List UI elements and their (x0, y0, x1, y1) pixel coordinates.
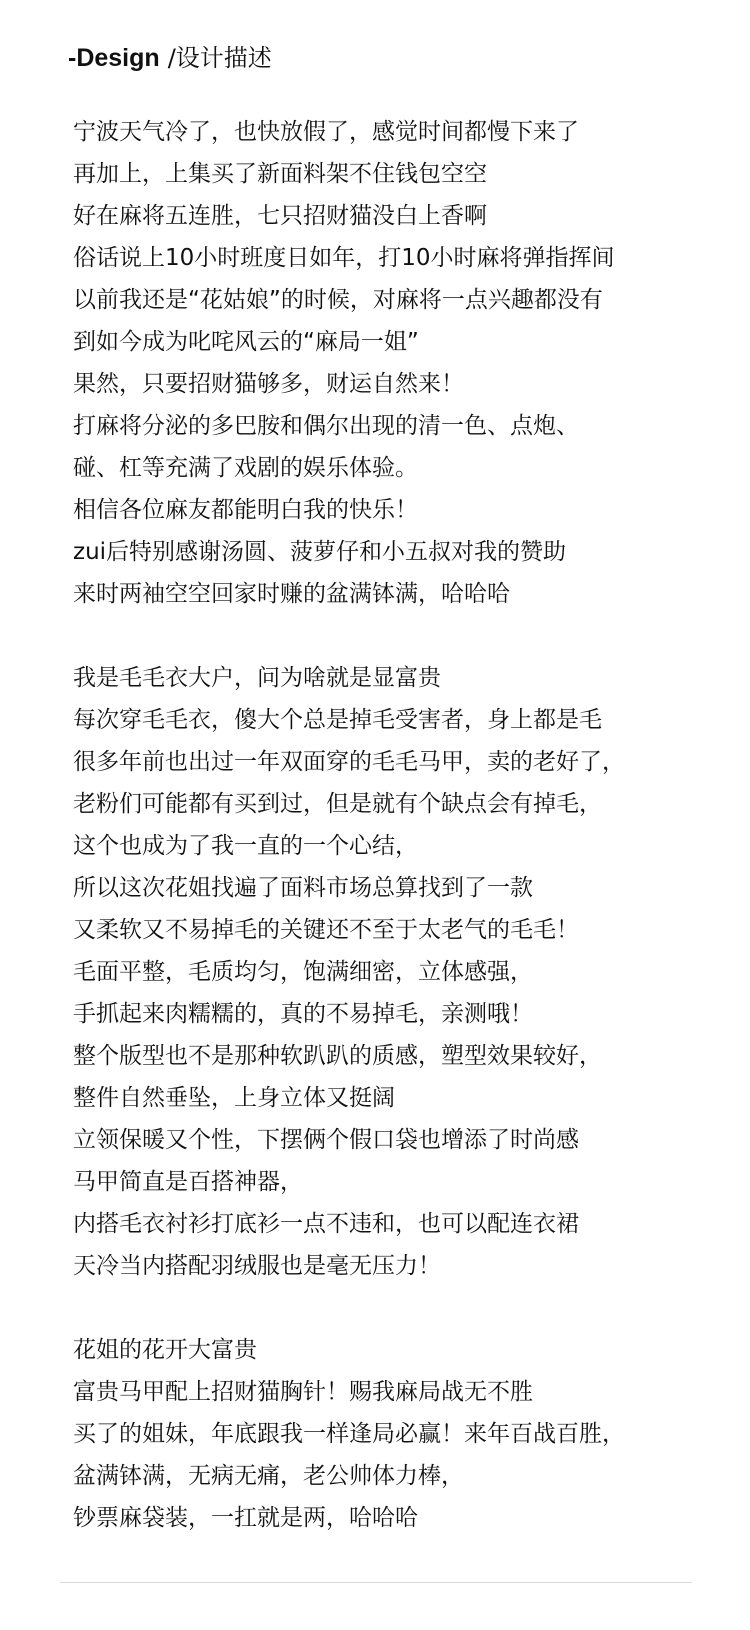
text-line: 马甲简直是百搭神器， (73, 1169, 303, 1195)
text-line: 花姐的花开大富贵 (73, 1337, 257, 1363)
bottom-divider (60, 1582, 692, 1583)
header-subtitle: /设计描述 (167, 44, 272, 72)
text-line: 果然，只要招财猫够多，财运自然来！ (73, 371, 464, 397)
paragraph-2 (73, 657, 723, 1287)
text-line: 相信各位麻友都能明白我的快乐！ (73, 497, 418, 523)
text-line: 以前我还是“花姑娘”的时候，对麻将一点兴趣都没有 (73, 287, 603, 313)
header-title: -Design (68, 44, 160, 72)
text-line: 每次穿毛毛衣，傻大个总是掉毛受害者，身上都是毛 (73, 707, 602, 733)
text-line: 买了的姐妹，年底跟我一样逢局必赢！来年百战百胜， (73, 1421, 625, 1447)
text-line: 盆满钵满，无病无痛，老公帅体力棒， (73, 1463, 464, 1489)
description-body (73, 111, 723, 1539)
text-line: 富贵马甲配上招财猫胸针！赐我麻局战无不胜 (73, 1379, 533, 1405)
text-line: 碰、杠等充满了戏剧的娱乐体验。 (73, 455, 418, 481)
text-line: 所以这次花姐找遍了面料市场总算找到了一款 (73, 875, 533, 901)
paragraph-gap (73, 1287, 723, 1329)
paragraph-1 (73, 111, 723, 615)
text-line: 俗话说上10小时班度日如年，打10小时麻将弹指挥间 (73, 245, 615, 271)
text-line: 内搭毛衣衬衫打底衫一点不违和，也可以配连衣裙 (73, 1211, 579, 1237)
text-line: 立领保暖又个性，下摆俩个假口袋也增添了时尚感 (73, 1127, 579, 1153)
text-line: 手抓起来肉糯糯的，真的不易掉毛，亲测哦！ (73, 1001, 533, 1027)
text-line: 钞票麻袋装，一扛就是两，哈哈哈 (73, 1505, 418, 1531)
text-line: 到如今成为叱咤风云的“麻局一姐” (73, 329, 419, 355)
text-line: 打麻将分泌的多巴胺和偶尔出现的清一色、点炮、 (73, 413, 579, 439)
text-line: 再加上，上集买了新面料架不住钱包空空 (73, 161, 487, 187)
text-line: 很多年前也出过一年双面穿的毛毛马甲，卖的老好了， (73, 749, 625, 775)
text-line: 老粉们可能都有买到过，但是就有个缺点会有掉毛， (73, 791, 602, 817)
text-line: 又柔软又不易掉毛的关键还不至于太老气的毛毛！ (73, 917, 579, 943)
text-line: 整件自然垂坠，上身立体又挺阔 (73, 1085, 395, 1111)
text-line: 这个也成为了我一直的一个心结， (73, 833, 418, 859)
text-line: 毛面平整，毛质均匀，饱满细密，立体感强， (73, 959, 533, 985)
design-header (68, 38, 272, 78)
paragraph-3 (73, 1329, 723, 1539)
text-line: zui后特别感谢汤圆、菠萝仔和小五叔对我的赞助 (73, 539, 567, 565)
text-line: 整个版型也不是那种软趴趴的质感，塑型效果较好， (73, 1043, 602, 1069)
text-line: 来时两袖空空回家时赚的盆满钵满，哈哈哈 (73, 581, 510, 607)
paragraph-gap (73, 615, 723, 657)
text-line: 好在麻将五连胜，七只招财猫没白上香啊 (73, 203, 487, 229)
text-line: 宁波天气冷了，也快放假了，感觉时间都慢下来了 (73, 119, 579, 145)
text-line: 我是毛毛衣大户，问为啥就是显富贵 (73, 665, 441, 691)
text-line: 天冷当内搭配羽绒服也是毫无压力！ (73, 1253, 441, 1279)
